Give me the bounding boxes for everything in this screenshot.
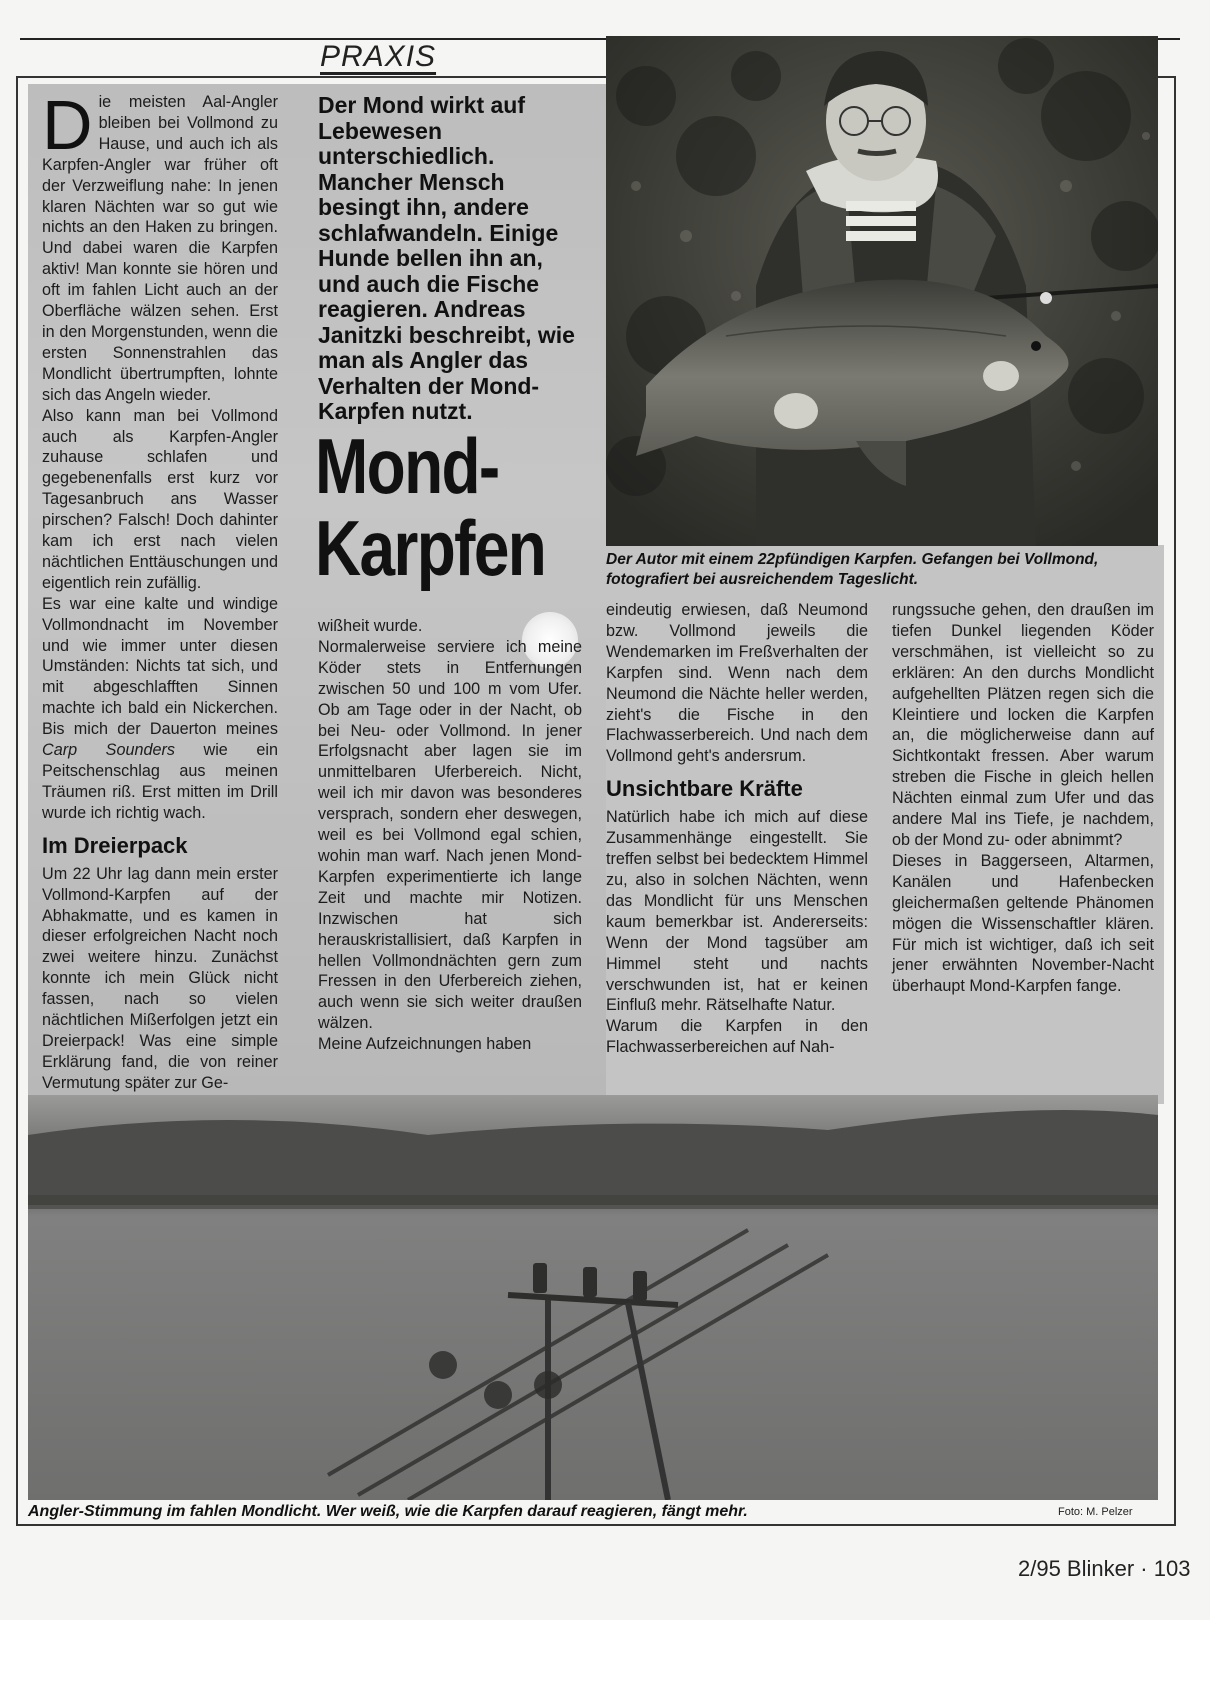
photo-lake-rods-moonlight bbox=[28, 1095, 1158, 1500]
section-label: PRAXIS bbox=[320, 40, 437, 73]
article-column-3 bbox=[606, 600, 868, 1058]
photo-caption-bottom: Angler-Stimmung im fahlen Mondlicht. Wer weiß, wie die Karpfen darauf reagieren, fängt mehr. bbox=[28, 1503, 748, 1520]
carp-sounders-term: Carp Sounders bbox=[42, 741, 175, 760]
photo-caption-top: Der Autor mit einem 22pfündigen Karpfen. Gefangen bei Vollmond, fotografiert bei ausreichendem Tageslicht. bbox=[606, 551, 1099, 588]
col1-paragraph-4: Um 22 Uhr lag dann mein erster Vollmond-Karpfen auf der Abhakmatte, und es kamen in dieser erfolgreichen Nacht noch zwei weitere hinzu. Zunächst konnte ich mein Glück nicht fassen, nach so vielen nächtlichen Mißerfolgen jetzt ein Dreierpack! Was eine simple Erklärung fand, die von reiner Vermutung später zur Ge- bbox=[42, 864, 278, 1092]
col2-paragraph-3: Meine Aufzeichnungen haben bbox=[318, 1035, 532, 1054]
col1-paragraph-2: Also kann man bei Vollmond auch als Karpfen-Angler zuhause schlafen und gegebenenfalls erst kurz vor Tagesanbruch ans Wasser pirschen? Falsch! Doch dahinter kam ich erst nach vielen nächtlichen Enttäuschungen und eigentlich rein zufällig. bbox=[42, 406, 278, 592]
col3-paragraph-3: Warum die Karpfen in den Flachwasserbereichen auf Nah- bbox=[606, 1017, 868, 1057]
headline-line-1: Mond- bbox=[315, 422, 499, 510]
article-column-4 bbox=[892, 600, 1154, 997]
col2-paragraph-2: Normalerweise serviere ich meine Köder stets in Entfernungen zwischen 50 und 100 m vom Ufer. Ob am Tage oder in der Nacht, ob bei Neu- oder Vollmond. In jener Erfolgsnacht aber lagen sie im unmittelbaren Uferbereich. Nicht, weil ich mir davon was besonderes versprach, sondern eher deswegen, weil es bei Vollmond egal schien, wohin man warf. Nach jenen Mond-Karpfen experimentierte ich lange Zeit und machte mir Notizen. Inzwischen hat sich herauskristallisiert, daß Karpfen in hellen Vollmondnächten gern zum Fressen in den Uferbereich ziehen, auch wenn sie sich weiter draußen wälzen. bbox=[318, 637, 582, 1033]
headline-line-2: Karpfen bbox=[315, 504, 546, 592]
col4-paragraph-2: Dieses in Baggerseen, Altarmen, Kanälen und Hafenbecken gleichermaßen geltende Phänomen mögen die Wissenschaftler klären. Für mich ist wichtiger, daß ich seit jener erwähnten November-Nacht überhaupt Mond-Karpfen fange. bbox=[892, 851, 1154, 996]
article-headline bbox=[315, 422, 553, 592]
article-column-2 bbox=[318, 616, 582, 1055]
col3-paragraph-2: Natürlich habe ich mich auf diese Zusammenhänge eingestellt. Sie treffen selbst bei bedecktem Himmel zu, also in solchen Nächten, wenn das Mondlicht für uns Menschen kaum bemerkbar ist. Andererseits: Wenn der Mond tagsüber am Himmel steht und nachts verschwunden ist, hat er keinen Einfluß mehr. Rätselhafte Natur. bbox=[606, 808, 868, 1015]
col4-paragraph-1: rungssuche gehen, den draußen im tiefen Dunkel liegenden Köder verschmähen, ist vielleicht so zu erklären: An den durchs Mondlicht aufgehellten Plätzen regen sich die Kleintiere und locken die Karpfen an, die möglicherweise dann auf Sichtkontakt fressen. Aber warum streben die Fische in gleich hellen Nächten einmal zum Ufer und das andere Mal ins Tiefe, je nachdem, ob der Mond zu- oder abnimmt? bbox=[892, 601, 1154, 849]
col1-paragraph-1: ie meisten Aal-Angler bleiben bei Vollmond zu Hause, und auch ich als Karpfen-Angler war früher oft der Verzweiflung nahe: In jenen klaren Nächten war so gut wie nichts an den Haken zu bringen. Und dabei waren die Karpfen aktiv! Man konnte sie hören und oft im fahlen Licht auch an der Oberfläche wälzen sehen. Erst in den Morgenstunden, wenn die ersten Sonnenstrahlen das Mondlicht übertrumpften, lohnte sich das Angeln wieder. bbox=[42, 93, 278, 404]
col3-paragraph-1: eindeutig erwiesen, daß Neumond bzw. Vollmond jeweils die Wendemarken im Freßverhalten der Karpfen sind. Wenn nach dem Neumond die Nächte heller werden, zieht's die Fische in den Flachwasserbereich. Und nach dem Vollmond geht's andersrum. bbox=[606, 601, 868, 766]
page-footer: 2/95 Blinker · 103 bbox=[1018, 1556, 1191, 1581]
col2-paragraph-1: wißheit wurde. bbox=[318, 617, 423, 635]
photo-angler-with-carp bbox=[606, 36, 1158, 546]
subhead-im-dreierpack: Im Dreierpack bbox=[42, 832, 188, 858]
drop-cap: D bbox=[42, 86, 93, 164]
subhead-unsichtbare-kraefte: Unsichtbare Kräfte bbox=[606, 776, 803, 802]
col1-paragraph-3: Es war eine kalte und windige Vollmondnacht im November und wie immer unter diesen Umständen: Nichts tat sich, und mit abgeschlafften Sinnen machte ich bald ein Nickerchen. Bis mich der Dauerton meines Carp Sounders wie ein Peitschenschlag aus meinen Träumen riß. Erst mitten im Drill wurde ich richtig wach. bbox=[42, 594, 278, 822]
article-lead: Der Mond wirkt auf Lebewesen unterschiedlich. Mancher Mensch besingt ihn, andere schlafwandeln. Einige Hunde bellen ihn an, und auch die Fische reagieren. Andreas Janitzki beschreibt, wie man als Angler das Verhalten der Mond-Karpfen nutzt. bbox=[318, 92, 575, 424]
photo-credit: Foto: M. Pelzer bbox=[1058, 1506, 1133, 1518]
article-column-1 bbox=[42, 86, 278, 1094]
